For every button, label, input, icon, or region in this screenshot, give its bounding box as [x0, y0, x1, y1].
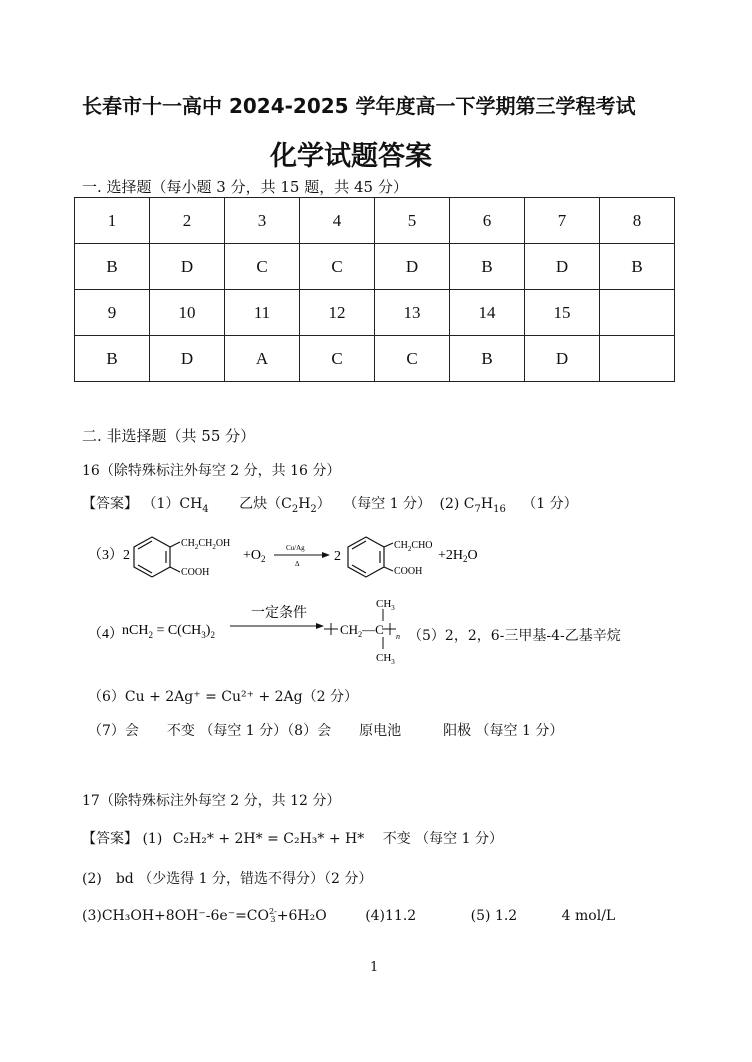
svg-text:一定条件: 一定条件 [251, 606, 307, 621]
svg-text:CH3: $CH_3$ [376, 652, 395, 666]
question-number-cell: 9 [75, 290, 150, 336]
answer-cell: D [150, 336, 225, 382]
question-number-cell: 6 [450, 198, 525, 244]
svg-text:COOH: COOH [181, 567, 210, 578]
question-number-cell: 3 [225, 198, 300, 244]
answer-cell: C [300, 336, 375, 382]
q17-part3-5: (3)CH₃OH+8OH⁻-6e⁻=CO2- 3+6H₂O (4)11.2 (5) 1.2 4 mol/L [82, 907, 616, 924]
answer-table-row [75, 336, 675, 382]
question-number-cell: 5 [375, 198, 450, 244]
svg-text:（4）: （4） [88, 627, 123, 642]
reaction-arrow [274, 544, 330, 568]
question-number-cell [600, 290, 675, 336]
answer-cell: D [525, 336, 600, 382]
answer-tag: 【答案】 [82, 496, 138, 512]
answer-cell: D [375, 244, 450, 290]
svg-text:n: n [396, 632, 400, 641]
q17-header: 17（除特殊标注外每空 2 分，共 12 分） [82, 793, 341, 809]
svg-text:CH3: $CH_3$ [376, 598, 395, 612]
answer-cell: B [75, 336, 150, 382]
answer-cell: D [525, 244, 600, 290]
svg-text:CH2CHO: $CH_2CHO$ [394, 540, 433, 553]
answer-table [74, 197, 675, 382]
svg-text:Cu/Ag: Cu/Ag [286, 544, 305, 552]
answer-cell: B [450, 336, 525, 382]
svg-text:2: 2 [334, 549, 341, 564]
part3-label: （3）2 [88, 548, 130, 563]
q16-part1-2: 【答案】 $(1)CH_4$ 乙炔$(C_2H_2)$ （每空 1 分） (2) $C_7H_{16}$ （1 分） [82, 496, 578, 515]
q17-part2: (2) bd （少选得 1 分，错选不得分）（2 分） [82, 871, 373, 887]
svg-text:Δ: Δ [295, 560, 300, 568]
svg-text:nCH2 = C(CH3)2: $nCH_2 = C(CH_3)_2$ [122, 623, 215, 640]
q16-header: 16（除特殊标注外每空 2 分，共 16 分） [82, 463, 341, 479]
exam-title: 长春市十一高中 2024-2025 学年度高一下学期第三学程考试 [82, 94, 636, 118]
q16-part6: （6）Cu + 2Ag⁺ = Cu²⁺ + 2Ag（2 分） [88, 689, 358, 705]
svg-text:+2H2O: $+2H_2O$ [438, 548, 478, 564]
answer-table-row [75, 244, 675, 290]
question-number-cell: 2 [150, 198, 225, 244]
q17-part1: 【答案】 (1) C₂H₂* + 2H* = C₂H₃* + H* 不变 （每空 1 分） [82, 831, 503, 847]
answer-cell: D [150, 244, 225, 290]
answer-sheet-title: 化学试题答案 [270, 141, 432, 172]
question-number-cell: 15 [525, 290, 600, 336]
polymerization-diagram [80, 595, 410, 670]
answer-table-row [75, 290, 675, 336]
condition-arrow [230, 605, 324, 629]
answer-cell: C [225, 244, 300, 290]
question-number-cell: 7 [525, 198, 600, 244]
page-number: 1 [370, 960, 379, 975]
q16-part5: （5）2，2，6-三甲基-4-乙基辛烷 [408, 628, 621, 644]
question-number-cell: 11 [225, 290, 300, 336]
question-number-cell: 13 [375, 290, 450, 336]
svg-text:CH2CH2OH: $CH_2CH_2OH$ [181, 538, 231, 551]
question-number-cell: 8 [600, 198, 675, 244]
benzene-ring-2 [348, 537, 393, 577]
answer-cell: A [225, 336, 300, 382]
answer-cell: C [375, 336, 450, 382]
answer-cell: B [450, 244, 525, 290]
section1-heading: 一. 选择题（每小题 3 分，共 15 题，共 45 分） [82, 178, 408, 196]
polymer-structure [324, 598, 400, 666]
question-number-cell: 10 [150, 290, 225, 336]
question-number-cell: 1 [75, 198, 150, 244]
svg-text:CH2—C: $CH_2—C$ [340, 622, 384, 639]
question-number-cell: 14 [450, 290, 525, 336]
oxidation-reaction-diagram [80, 525, 500, 585]
q16-part7-8: （7）会 不变 （每空 1 分）（8）会 原电池 阳极 （每空 1 分） [88, 723, 564, 739]
answer-cell: C [300, 244, 375, 290]
question-number-cell: 4 [300, 198, 375, 244]
svg-text:+O2: $+O_2$ [243, 548, 266, 564]
benzene-ring-1 [134, 537, 180, 577]
svg-text:COOH: COOH [394, 566, 423, 577]
answer-cell: B [75, 244, 150, 290]
answer-cell [600, 336, 675, 382]
question-number-cell: 12 [300, 290, 375, 336]
answer-table-row [75, 198, 675, 244]
answer-cell: B [600, 244, 675, 290]
section2-heading: 二. 非选择题（共 55 分） [82, 427, 256, 445]
